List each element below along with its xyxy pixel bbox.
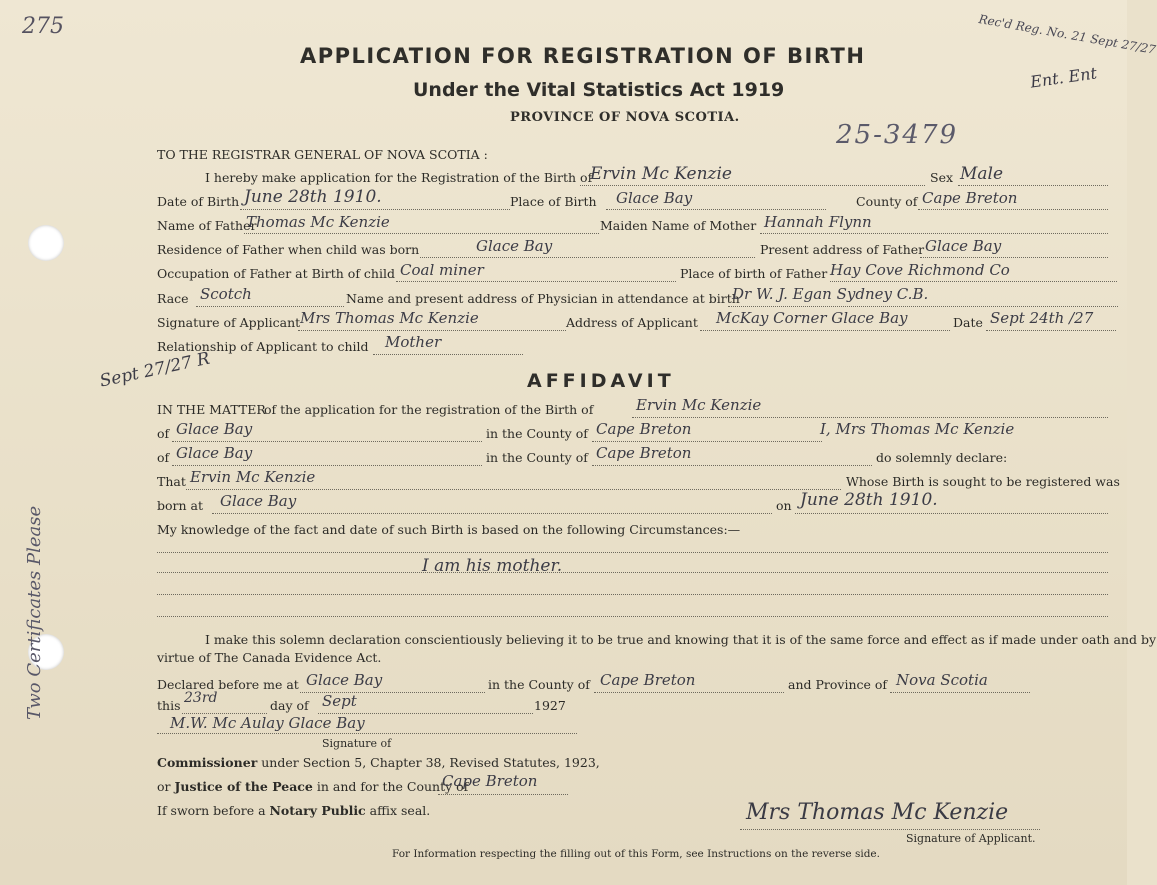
signature-of-label: Signature of (322, 737, 392, 750)
born-on-label: on (776, 498, 792, 513)
entered-note: Ent. Ent (1029, 63, 1098, 92)
of-label-2: of (157, 450, 170, 465)
born-on-value: June 28th 1910. (800, 490, 938, 510)
matter-prefix: IN THE MATTER (157, 402, 266, 417)
county-label: County of (856, 194, 918, 209)
of-value-2: Glace Bay (176, 444, 253, 462)
father-birthplace-value: Hay Cove Richmond Co (830, 261, 1010, 279)
matter-label: of the application for the registration of the Birth of (264, 402, 594, 417)
commissioner-line (157, 755, 600, 770)
father-label: Name of Father (157, 218, 257, 233)
left-margin-note: Two Certificates Please (24, 505, 45, 720)
knowledge-label: My knowledge of the fact and date of such Birth is based on the following Circumstances:— (157, 522, 741, 537)
place-value: Glace Bay (616, 189, 693, 207)
commissioner-text: under Section 5, Chapter 38, Revised Statutes, 1923, (257, 755, 600, 770)
month-value: Sept (322, 692, 357, 710)
justice-county-value: Cape Breton (442, 772, 538, 790)
that-label: That (157, 474, 186, 489)
physician-value: Dr W. J. Egan Sydney C.B. (732, 285, 929, 303)
residence-value: Glace Bay (476, 237, 553, 255)
applicant-final-signature: Mrs Thomas Mc Kenzie (746, 800, 1009, 825)
affidavit-heading: AFFIDAVIT (527, 370, 675, 392)
solemn-text-2: virtue of The Canada Evidence Act. (157, 650, 382, 665)
this-label: this (157, 698, 181, 713)
county-value: Cape Breton (922, 189, 1018, 207)
province-heading: PROVINCE OF NOVA SCOTIA. (510, 110, 740, 125)
occupation-label: Occupation of Father at Birth of child (157, 266, 395, 281)
applicant-address-value: McKay Corner Glace Bay (716, 309, 908, 327)
relationship-value: Mother (385, 333, 442, 351)
notary-line (157, 803, 430, 818)
child-name: Ervin Mc Kenzie (590, 164, 732, 184)
father-value: Thomas Mc Kenzie (246, 213, 390, 231)
dob-label: Date of Birth (157, 194, 240, 209)
day-of-label: day of (270, 698, 309, 713)
corner-number: 275 (22, 14, 64, 39)
declared-province-value: Nova Scotia (896, 671, 988, 689)
notary-bold: Notary Public (269, 803, 366, 818)
declared-county-value: Cape Breton (600, 671, 696, 689)
footer-note: For Information respecting the filling out of this Form, see Instructions on the reverse side. (392, 848, 880, 860)
punch-hole-top (28, 225, 64, 261)
present-address-value: Glace Bay (925, 237, 1002, 255)
commissioner-signature: M.W. Mc Aulay Glace Bay (170, 714, 365, 732)
affidavit-margin-date: Sept 27/27 R (98, 348, 212, 392)
physician-label: Name and present address of Physician in attendance at birth (346, 291, 740, 306)
mother-label: Maiden Name of Mother (600, 218, 757, 233)
applicant-signature-value: Mrs Thomas Mc Kenzie (300, 309, 479, 327)
commissioner-bold: Commissioner (157, 755, 258, 770)
justice-line (157, 779, 468, 794)
year-value: 1927 (534, 698, 566, 713)
applicant-address-label: Address of Applicant (566, 315, 698, 330)
form-subtitle: Under the Vital Statistics Act 1919 (413, 79, 785, 101)
registration-number: 25-3479 (836, 120, 959, 150)
relationship-label: Relationship of Applicant to child (157, 339, 369, 354)
declared-at-value: Glace Bay (306, 671, 383, 689)
solemn-text-1: I make this solemn declaration conscientiously believing it to be true and knowing that it is of the same force and effect as if made under oath and by (205, 632, 1157, 647)
present-address-label: Present address of Father (760, 242, 925, 257)
residence-label: Residence of Father when child was born (157, 242, 420, 257)
declared-county-label: in the County of (488, 677, 590, 692)
day-value: 23rd (184, 690, 218, 706)
date-label: Date (953, 315, 983, 330)
mother-value: Hannah Flynn (764, 213, 872, 231)
notary-prefix: If sworn before a (157, 803, 270, 818)
that-name: Ervin Mc Kenzie (190, 468, 316, 486)
or-label: or (157, 779, 175, 794)
county-value-1: Cape Breton (596, 420, 692, 438)
declarant-name: I, Mrs Thomas Mc Kenzie (820, 420, 1015, 438)
signature-of-applicant-caption: Signature of Applicant. (906, 832, 1036, 845)
notary-suffix: affix seal. (365, 803, 431, 818)
circumstance-value: I am his mother. (422, 556, 563, 576)
declare-label: do solemnly declare: (876, 450, 1008, 465)
intro-label: I hereby make application for the Registration of the Birth of (205, 170, 593, 185)
born-at-value: Glace Bay (220, 492, 297, 510)
form-title: APPLICATION FOR REGISTRATION OF BIRTH (300, 44, 866, 68)
to-registrar-line: TO THE REGISTRAR GENERAL OF NOVA SCOTIA : (157, 147, 488, 162)
applicant-signature-label: Signature of Applicant (157, 315, 301, 330)
declared-province-label: and Province of (788, 677, 888, 692)
race-value: Scotch (200, 285, 252, 303)
county-value-2: Cape Breton (596, 444, 692, 462)
date-value: Sept 24th /27 (990, 309, 1094, 327)
born-at-label: born at (157, 498, 204, 513)
of-label-1: of (157, 426, 170, 441)
county-in-label-2: in the County of (486, 450, 588, 465)
of-value-1: Glace Bay (176, 420, 253, 438)
justice-text: in and for the County of (312, 779, 469, 794)
sex-label: Sex (930, 170, 954, 185)
sex-value: Male (960, 164, 1004, 184)
received-note: Rec'd Reg. No. 21 Sept 27/27 (977, 12, 1157, 57)
justice-bold: Justice of the Peace (174, 779, 313, 794)
county-in-label-1: in the County of (486, 426, 588, 441)
occupation-value: Coal miner (400, 261, 484, 279)
matter-name: Ervin Mc Kenzie (636, 396, 762, 414)
place-label: Place of Birth (510, 194, 597, 209)
whose-birth-label: Whose Birth is sought to be registered was (846, 474, 1120, 489)
declared-label: Declared before me at (157, 677, 299, 692)
race-label: Race (157, 291, 189, 306)
father-birthplace-label: Place of birth of Father (680, 266, 828, 281)
dob-value: June 28th 1910. (244, 187, 382, 207)
